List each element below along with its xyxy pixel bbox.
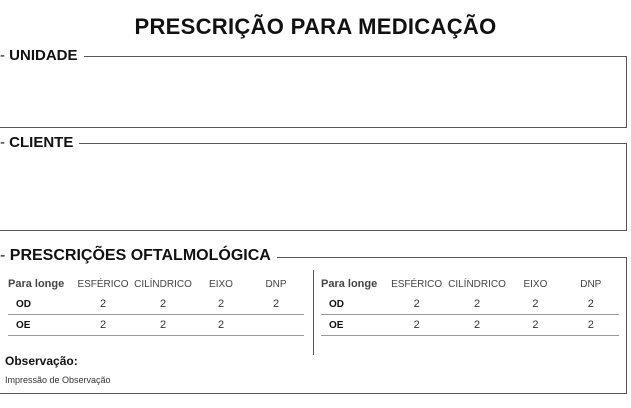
cell-dnp bbox=[248, 315, 304, 336]
cell-dnp: 2 bbox=[563, 315, 619, 336]
cell-eixo: 2 bbox=[194, 315, 248, 336]
row-label-od: OD bbox=[321, 294, 387, 315]
header-para-longe: Para longe bbox=[321, 278, 378, 290]
header-esferico: ESFÉRICO bbox=[391, 278, 443, 290]
row-label-oe: OE bbox=[8, 315, 74, 336]
header-cilindrico: CILÍNDRICO bbox=[134, 278, 192, 290]
cell-esferico: 2 bbox=[74, 315, 132, 336]
cell-dnp: 2 bbox=[248, 294, 304, 315]
table-divider bbox=[313, 270, 314, 355]
prescricoes-legend-text: PRESCRIÇÕES OFTALMOLÓGICA bbox=[9, 247, 271, 264]
header-eixo: EIXO bbox=[209, 278, 233, 290]
cell-cilindrico: 2 bbox=[446, 315, 508, 336]
table-header-row bbox=[321, 274, 619, 294]
cell-esferico: 2 bbox=[74, 294, 132, 315]
cell-esferico: 2 bbox=[387, 315, 445, 336]
cell-eixo: 2 bbox=[194, 294, 248, 315]
cell-cilindrico: 2 bbox=[132, 315, 194, 336]
cell-eixo: 2 bbox=[508, 294, 562, 315]
row-label-oe: OE bbox=[321, 315, 387, 336]
cell-cilindrico: 2 bbox=[446, 294, 508, 315]
header-eixo: EIXO bbox=[523, 278, 548, 290]
cell-dnp: 2 bbox=[563, 294, 619, 315]
prescription-table-right bbox=[321, 274, 619, 336]
unidade-legend-text: UNIDADE bbox=[9, 47, 78, 64]
unidade-legend: - UNIDADE bbox=[0, 46, 84, 66]
table-row bbox=[8, 294, 304, 315]
cell-esferico: 2 bbox=[387, 294, 445, 315]
unidade-section bbox=[0, 47, 627, 128]
header-cilindrico: CILÍNDRICO bbox=[448, 278, 506, 290]
observacao-label: Observação: bbox=[5, 354, 78, 368]
cell-eixo: 2 bbox=[508, 315, 562, 336]
cliente-legend-text: CLIENTE bbox=[9, 134, 74, 151]
prescricoes-legend: - PRESCRIÇÕES OFTALMOLÓGICA bbox=[0, 246, 277, 266]
table-row bbox=[321, 294, 619, 315]
header-esferico: ESFÉRICO bbox=[77, 278, 129, 290]
prescricoes-section bbox=[0, 247, 627, 394]
header-para-longe: Para longe bbox=[8, 278, 65, 290]
cliente-section bbox=[0, 134, 627, 231]
cell-cilindrico: 2 bbox=[132, 294, 194, 315]
header-dnp: DNP bbox=[580, 278, 602, 290]
prescription-table-left bbox=[8, 274, 304, 336]
header-dnp: DNP bbox=[265, 278, 287, 290]
table-row bbox=[321, 315, 619, 336]
row-label-od: OD bbox=[8, 294, 74, 315]
table-header-row bbox=[8, 274, 304, 294]
cliente-legend: - CLIENTE bbox=[0, 133, 79, 153]
observacao-text: Impressão de Observação bbox=[5, 375, 111, 385]
table-row bbox=[8, 315, 304, 336]
page-title: PRESCRIÇÃO PARA MEDICAÇÃO bbox=[134, 14, 497, 39]
